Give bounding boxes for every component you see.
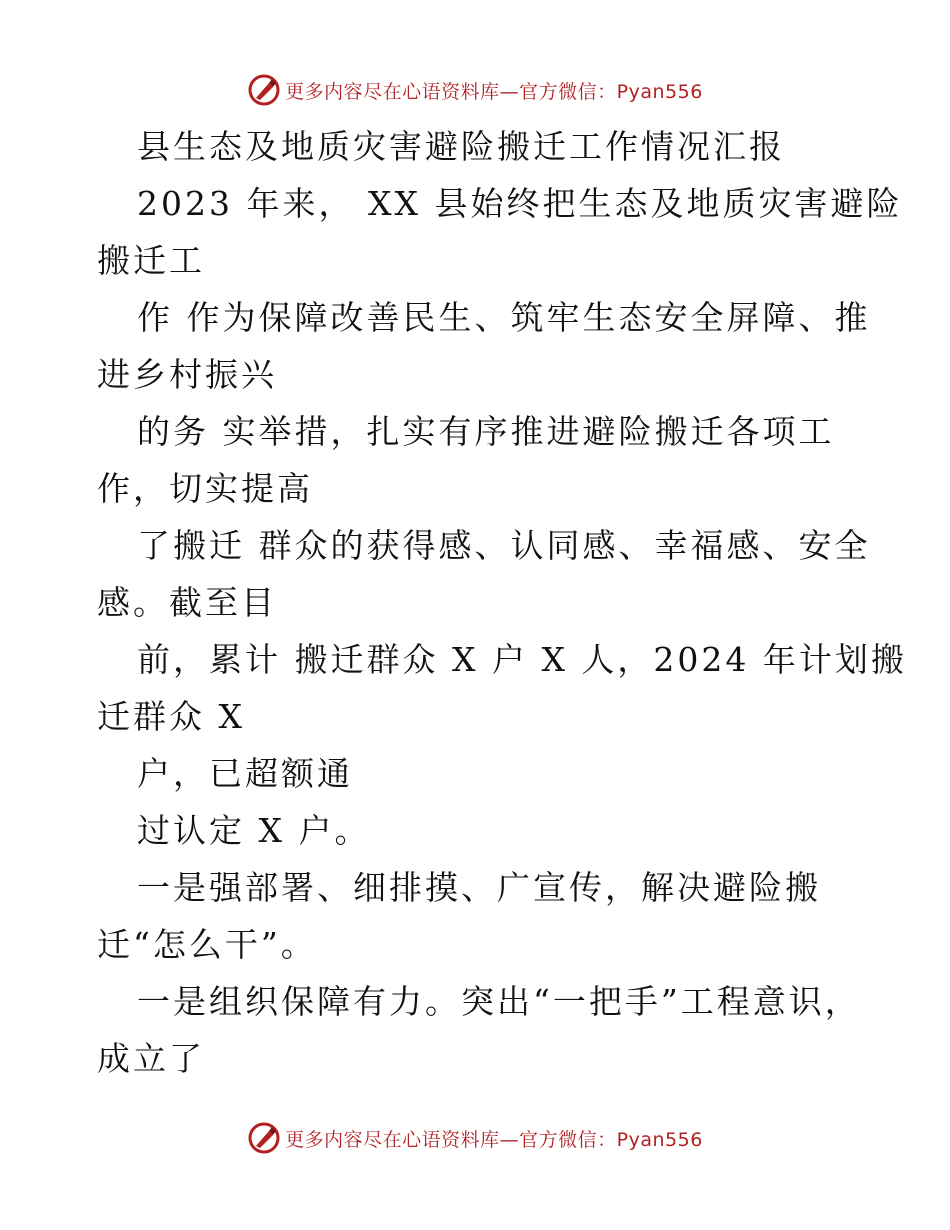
pen-logo-icon	[247, 1121, 281, 1155]
text-line: 2023 年来， XX 县始终把生态及地质灾害避险	[137, 184, 903, 223]
text-line: 户，已超额通	[137, 754, 353, 793]
text-line: 成立了	[97, 1039, 205, 1078]
text-line: 了搬迁 群众的获得感、认同感、幸福感、安全	[137, 526, 871, 565]
text-line: 迁群众 X	[97, 697, 245, 736]
text-line: 一是组织保障有力。突出“一把手”工程意识，	[137, 982, 861, 1021]
header-watermark	[0, 70, 950, 110]
watermark-text: 更多内容尽在心语资料库—官方微信：Pyan556	[285, 80, 703, 103]
text-line: 感。截至目	[97, 583, 277, 622]
pen-logo-icon	[247, 73, 281, 107]
text-line: 搬迁工	[97, 241, 205, 280]
text-line: 作，切实提高	[97, 469, 313, 508]
text-line: 迁“怎么干”。	[97, 925, 317, 964]
document-body	[97, 118, 907, 1087]
text-line: 进乡村振兴	[97, 355, 277, 394]
text-line: 的务 实举措，扎实有序推进避险搬迁各项工	[137, 412, 835, 451]
footer-watermark	[0, 1118, 950, 1158]
text-line: 县生态及地质灾害避险搬迁工作情况汇报	[137, 127, 785, 166]
text-line: 作 作为保障改善民生、筑牢生态安全屏障、推	[137, 298, 871, 337]
watermark-text: 更多内容尽在心语资料库—官方微信：Pyan556	[285, 1128, 703, 1151]
text-line: 一是强部署、细排摸、广宣传，解决避险搬	[137, 868, 821, 907]
text-line: 过认定 X 户。	[137, 811, 371, 850]
text-line: 前，累计 搬迁群众 X 户 X 人，2024 年计划搬	[137, 640, 907, 679]
